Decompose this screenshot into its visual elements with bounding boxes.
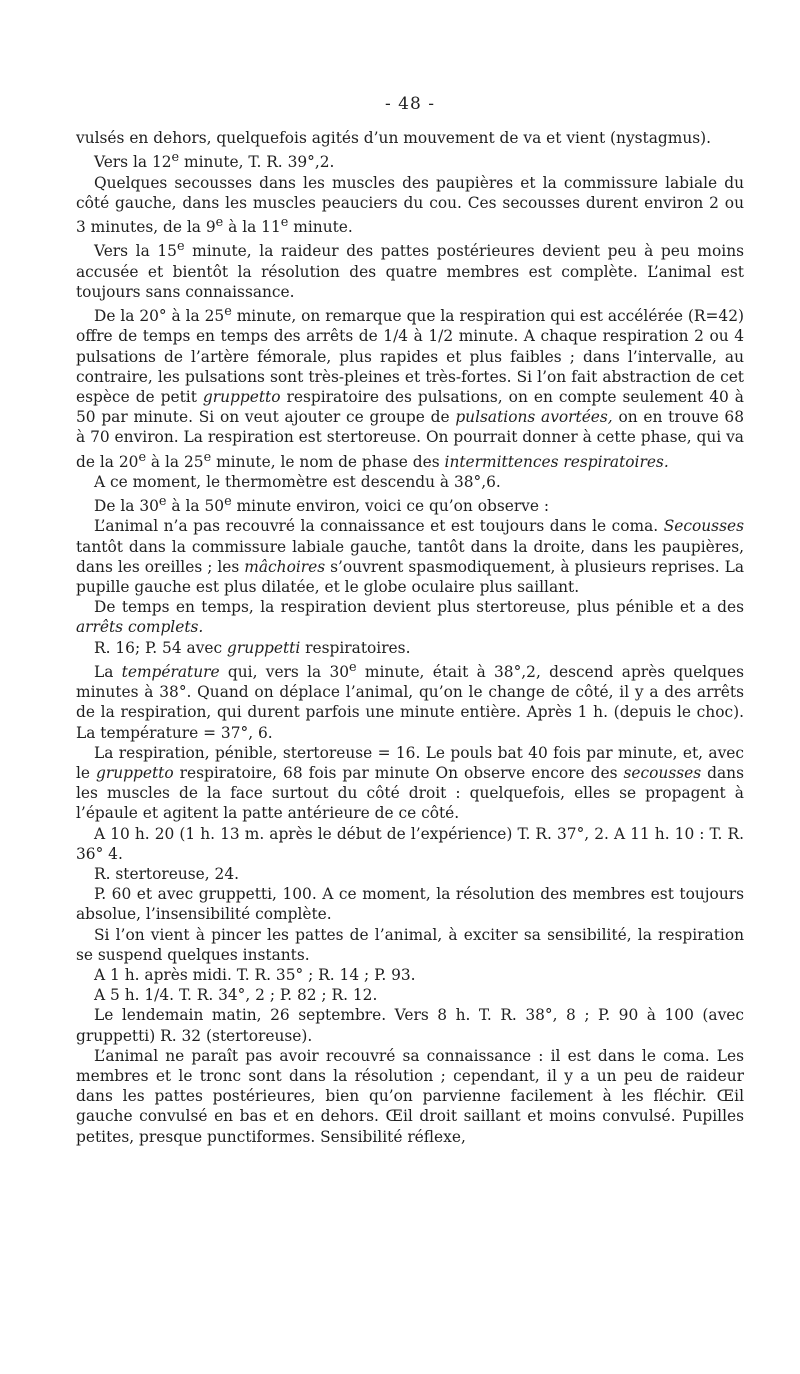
paragraph: A ce moment, le thermomètre est descendu à 38°,6.	[94, 472, 501, 491]
paragraph: vulsés en dehors, quelquefois agités d’un mouvement de va et vient (nystagmus).	[76, 129, 712, 147]
paragraph: Vers la 15e minute, la raideur des pattes postérieures devient peu à peu moins accusée et bientôt la résolution des quatre membres est complète. L’animal est toujours sans connaissance.	[76, 239, 745, 301]
body-text	[76, 128, 744, 1147]
paragraph: Quelques secousses dans les muscles des paupières et la commissure labiale du côté gauche, dans les muscles peauciers du cou. Ces secousses durent environ 2 ou 3 minutes, de la 9e à la 11e minute.	[76, 173, 744, 237]
paragraph: Vers la 12e minute, T. R. 39°,2.	[94, 150, 335, 172]
paragraph: L’animal n’a pas recouvré la connaissance et est toujours dans le coma. Secousses tantôt dans la commissure labiale gauche, tantôt dans la droite, dans les paupières, dans les oreilles ; les mâchoires s’ouvrent spasmodiquement, à plusieurs reprises. La pupille gauche est plus dilatée, et le globe oculaire plus saillant.	[76, 517, 744, 597]
paragraph: De la 30e à la 50e minute environ, voici ce qu’on observe :	[94, 494, 550, 516]
paragraph: La température qui, vers la 30e minute, était à 38°,2, descend après quelques minutes à 38°. Quand on déplace l’animal, qu’on le change de côté, il y a des arrêts de la respiration, qui durent parfois une minute entière. Après 1 h. (depuis le choc). La température = 37°, 6.	[76, 659, 744, 742]
paragraph: Le lendemain matin, 26 septembre. Vers 8 h. T. R. 38°, 8 ; P. 90 à 100 (avec gruppetti) R. 32 (stertoreuse).	[76, 1006, 744, 1045]
paragraph: A 5 h. 1/4. T. R. 34°, 2 ; P. 82 ; R. 12.	[94, 986, 378, 1005]
page-number: - 48 -	[385, 94, 435, 114]
paragraph: De temps en temps, la respiration devient plus stertoreuse, plus pénible et a des arrêts complets.	[76, 598, 744, 637]
paragraph: Si l’on vient à pincer les pattes de l’animal, à exciter sa sensibilité, la respiration se suspend quelques instants.	[76, 925, 744, 964]
paragraph: R. stertoreuse, 24.	[94, 864, 240, 883]
paragraph: La respiration, pénible, stertoreuse = 16. Le pouls bat 40 fois par minute, et, avec le gruppetto respiratoire, 68 fois par minute On observe encore des secousses dans les muscles de la face surtout du côté droit : quelquefois, elles se propagent à l’épaule et agitent la patte antérieure de ce côté.	[76, 743, 744, 823]
paragraph: A 1 h. après midi. T. R. 35° ; R. 14 ; P. 93.	[94, 966, 416, 984]
paragraph: De la 20° à la 25e minute, on remarque que la respiration qui est accélérée (R=42) offre de temps en temps des arrêts de 1/4 à 1/2 minute. A chaque respiration 2 ou 4 pulsations de l’artère fémorale, plus rapides et plus faibles ; dans l’intervalle, au contraire, les pulsations sont très-pleines et très-fortes. Si l’on fait abstraction de cet espèce de petit gruppetto respiratoire des pulsations, on en compte seulement 40 à 50 par minute. Si on veut ajouter ce groupe de pulsations avortées, on en trouve 68 à 70 environ. La respiration est stertoreuse. On pourrait donner à cette phase, qui va de la 20e à la 25e minute, le nom de phase des intermittences respiratoires.	[76, 304, 745, 471]
paragraph: A 10 h. 20 (1 h. 13 m. après le début de l’expérience) T. R. 37°, 2. A 11 h. 10 : T. R. 36° 4.	[76, 824, 744, 863]
paragraph: L’animal ne paraît pas avoir recouvré sa connaissance : il est dans le coma. Les membres et le tronc sont dans la résolution ; cependant, il y a un peu de raideur dans les pattes postérieures, bien qu’on parvienne facilement à les fléchir. Œil gauche convulsé en bas et en dehors. Œil droit saillant et moins convulsé. Pupilles petites, presque punctiformes. Sensibilité réflexe,	[76, 1046, 744, 1146]
paragraph: R. 16; P. 54 avec gruppetti respiratoires.	[94, 638, 411, 657]
paragraph: P. 60 et avec gruppetti, 100. A ce moment, la résolution des membres est toujours absolue, l’insensibilité complète.	[76, 885, 744, 924]
